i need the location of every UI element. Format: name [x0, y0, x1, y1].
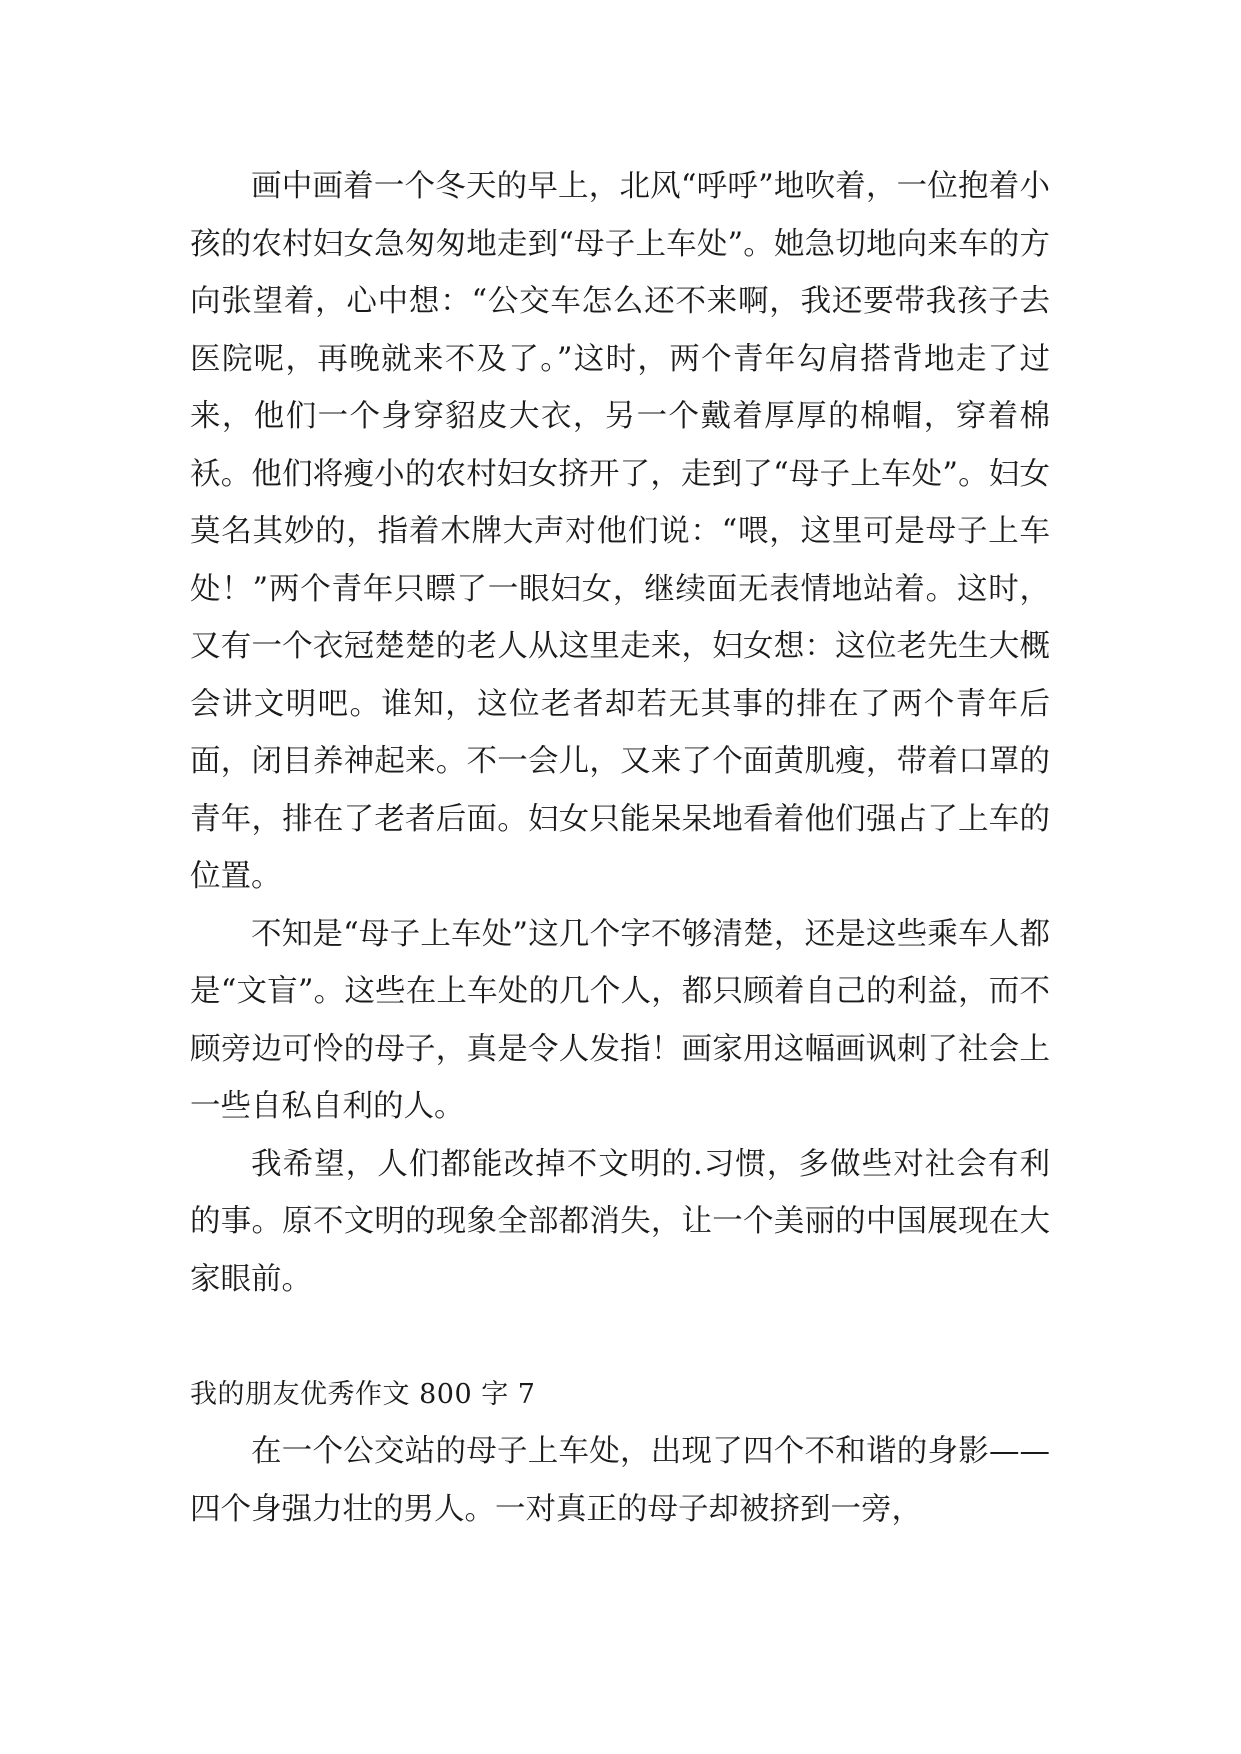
essay-heading: 我的朋友优秀作文 800 字 7: [190, 1378, 536, 1410]
paragraph-commentary: 不知是“母子上车处”这几个字不够清楚，还是这些乘车人都是“文盲”。这些在上车处的几个人，都只顾着自己的利益，而不顾旁边可怜的母子，真是令人发指！画家用这幅画讽刺了社会上一些自私自利的人。: [190, 916, 1050, 1124]
paragraph-hope: 我希望，人们都能改掉不文明的.习惯，多做些对社会有利的事。原不文明的现象全部都消失，让一个美丽的中国展现在大家眼前。: [190, 1146, 1050, 1297]
paragraph-scene-description: 画中画着一个冬天的早上，北风“呼呼”地吹着，一位抱着小孩的农村妇女急匆匆地走到“母子上车处”。她急切地向来车的方向张望着，心中想：“公交车怎么还不来啊，我还要带我孩子去医院呢，再晚就来不及了。”这时，两个青年勾肩搭背地走了过来，他们一个身穿貂皮大衣，另一个戴着厚厚的棉帽，穿着棉袄。他们将瘦小的农村妇女挤开了，走到了“母子上车处”。妇女莫名其妙的，指着木牌大声对他们说：“喂，这里可是母子上车处！”两个青年只瞟了一眼妇女，继续面无表情地站着。这时，又有一个衣冠楚楚的老人从这里走来，妇女想：这位老先生大概会讲文明吧。谁知，这位老者却若无其事的排在了两个青年后面，闭目养神起来。不一会儿，又来了个面黄肌瘦，带着口罩的青年，排在了老者后面。妇女只能呆呆地看着他们强占了上车的位置。: [190, 169, 1050, 894]
document-body: [190, 158, 1050, 1538]
section-gap: [190, 1308, 1050, 1366]
paragraph-essay-opening: 在一个公交站的母子上车处，出现了四个不和谐的身影——四个身强力壮的男人。一对真正的母子却被挤到一旁，: [190, 1434, 1050, 1527]
